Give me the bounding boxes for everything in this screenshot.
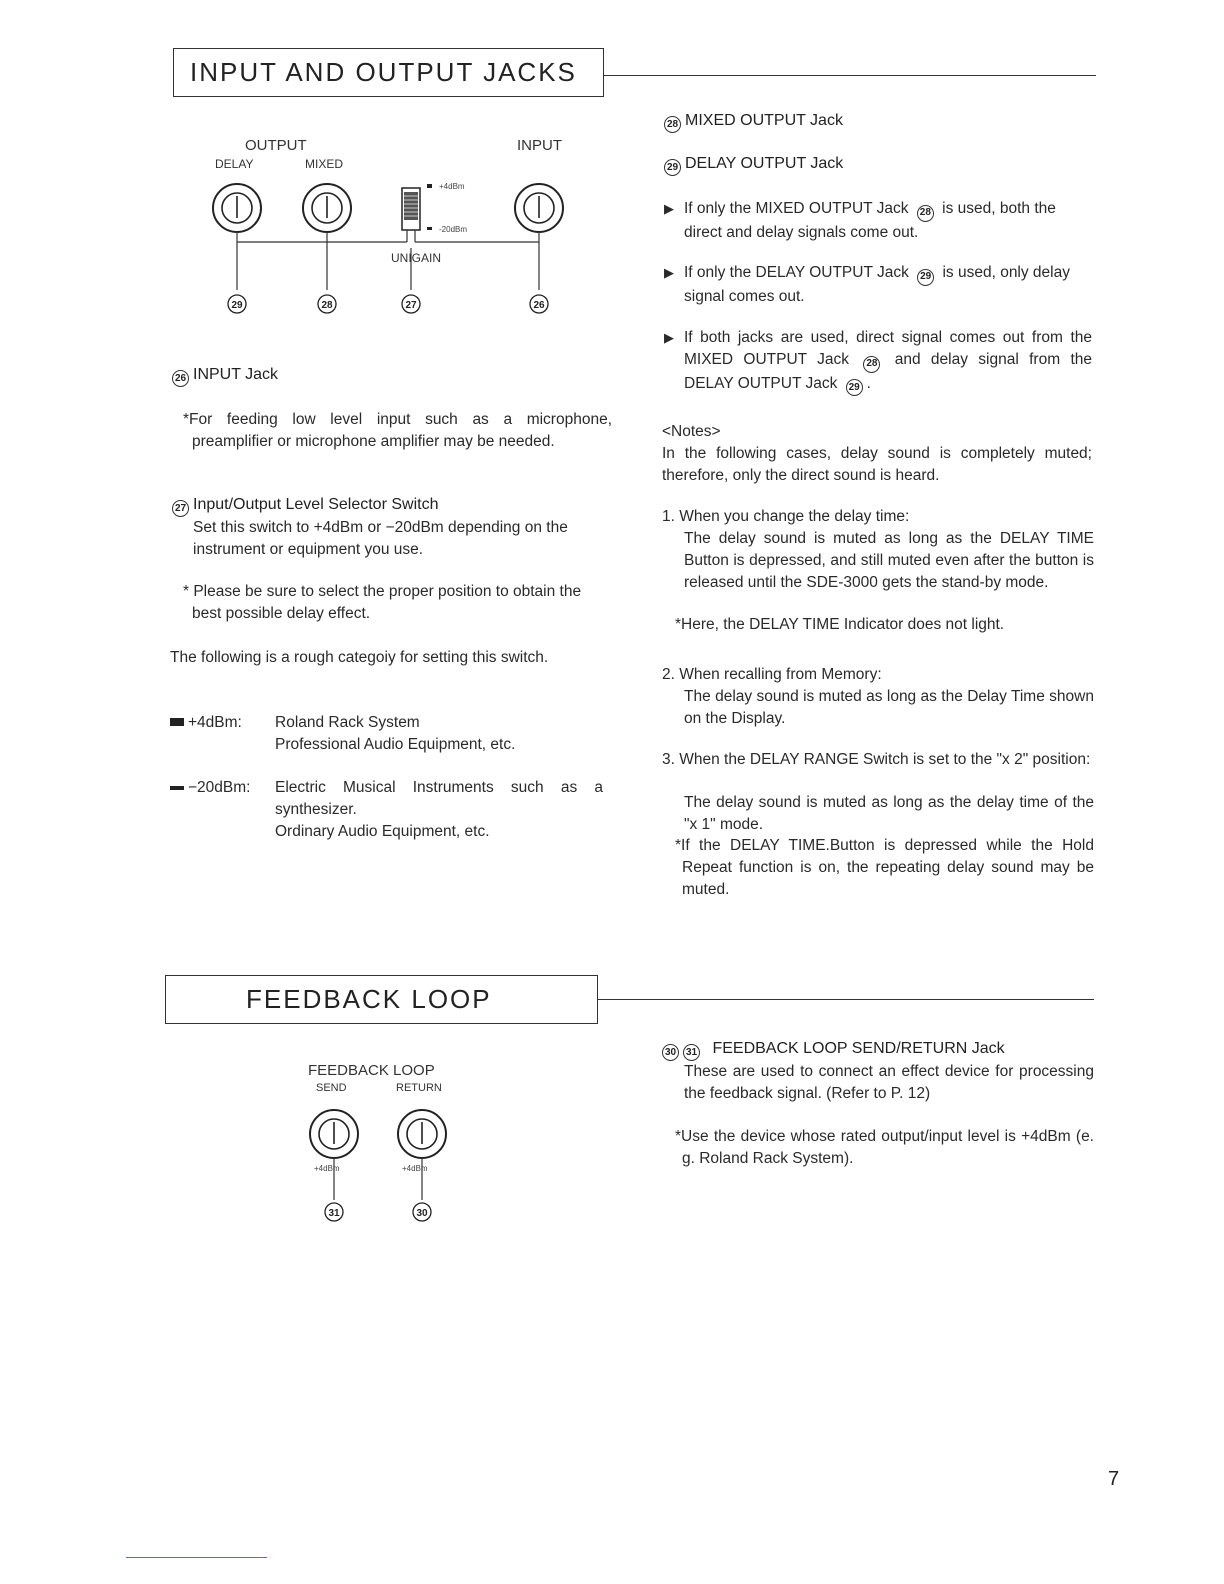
- callout-31-inline: 31: [683, 1044, 700, 1061]
- note-2-head: 2. When recalling from Memory:: [662, 666, 882, 683]
- callout-30: [413, 1203, 431, 1221]
- fb-send-label: SEND: [316, 1082, 347, 1094]
- bullet-1-pre: If only the MIXED OUTPUT Jack: [684, 200, 909, 217]
- cat2-line2: Ordinary Audio Equipment, etc.: [275, 823, 490, 840]
- svg-text:28: 28: [321, 300, 333, 311]
- callout-26-inline: 26: [172, 370, 189, 387]
- callout-31: [325, 1203, 343, 1221]
- feedback-heading: [662, 1040, 1005, 1061]
- fb-diagram-title: FEEDBACK LOOP: [308, 1062, 435, 1079]
- callout-29: [228, 295, 246, 313]
- level-selector-switch-icon: [402, 188, 420, 230]
- bullet-3: [664, 327, 1092, 396]
- callout-30-inline: 30: [662, 1044, 679, 1061]
- callout-28-inline: 28: [664, 116, 681, 133]
- bullet-1-callout: 28: [917, 205, 934, 222]
- input-jack-title: INPUT Jack: [193, 366, 279, 383]
- note-1-note: *Here, the DELAY TIME Indicator does not light.: [675, 616, 1005, 633]
- fb-send-level: +4dBm: [314, 1164, 340, 1173]
- selector-title: Input/Output Level Selector Switch: [193, 496, 439, 513]
- switch-up-icon: [170, 718, 184, 726]
- send-jack-icon: [310, 1110, 358, 1158]
- section-title-io: [173, 48, 604, 97]
- diagram-delay-label: DELAY: [215, 157, 254, 171]
- selector-heading: [172, 496, 438, 517]
- diagram-output-label: OUTPUT: [245, 137, 307, 154]
- feedback-title: FEEDBACK LOOP SEND/RETURN Jack: [712, 1040, 1005, 1057]
- callout-29-inline: 29: [664, 159, 681, 176]
- bullet-3-pre: If both jacks are used, direct signal comes out from the MIXED OUTPUT Jack: [684, 329, 1092, 368]
- bullet-3-callout-2: 29: [846, 379, 863, 396]
- callout-26: [530, 295, 548, 313]
- input-jack-icon: [515, 184, 563, 232]
- level-low-label: -20dBm: [439, 225, 468, 234]
- bullet-arrow-icon: ▶: [664, 201, 674, 216]
- note-3-note: *If the DELAY TIME.Button is depressed while the Hold Repeat function is on, the repeating delay sound may be muted.: [675, 837, 1094, 898]
- svg-text:30: 30: [416, 1208, 428, 1219]
- section-title-feedback-text: FEEDBACK LOOP: [246, 984, 492, 1014]
- return-jack-icon: [398, 1110, 446, 1158]
- callout-27-inline: 27: [172, 500, 189, 517]
- diagram-input-label: INPUT: [517, 137, 562, 154]
- svg-text:26: 26: [533, 300, 545, 311]
- cat1-line1: Roland Rack System: [275, 714, 420, 731]
- bullet-2: [664, 262, 1092, 308]
- delay-output-jack-icon: [213, 184, 261, 232]
- mixed-output-heading: [664, 112, 843, 133]
- callout-28: [318, 295, 336, 313]
- notes-heading: <Notes>: [662, 423, 721, 440]
- bullet-arrow-icon: ▶: [664, 265, 674, 280]
- cat1-line2: Professional Audio Equipment, etc.: [275, 736, 516, 753]
- note-3-head: 3. When the DELAY RANGE Switch is set to the "x 2" position:: [662, 751, 1091, 768]
- mixed-output-jack-icon: [303, 184, 351, 232]
- section-rule-feedback: [598, 999, 1094, 1000]
- bottom-blue-line: [126, 1557, 267, 1558]
- switch-down-icon: [170, 786, 184, 790]
- bullet-1: [664, 198, 1092, 244]
- note-1-head: 1. When you change the delay time:: [662, 508, 910, 525]
- section-title-feedback: [165, 975, 598, 1024]
- bullet-arrow-icon: ▶: [664, 330, 674, 345]
- section-title-io-text: INPUT AND OUTPUT JACKS: [190, 57, 577, 87]
- bullet-3-mid: and delay signal from the DELAY OUTPUT Jack: [684, 351, 1092, 392]
- cat2-line1: Electric Musical Instruments such as a synthesizer.: [275, 779, 603, 818]
- delay-output-heading: [664, 155, 843, 176]
- svg-text:27: 27: [405, 300, 417, 311]
- diagram-mixed-label: MIXED: [305, 157, 344, 171]
- note-2-body: The delay sound is muted as long as the Delay Time shown on the Display.: [684, 688, 1094, 727]
- cat2-level: −20dBm:: [188, 779, 251, 796]
- diagram-lines: [237, 230, 539, 290]
- category-row-2: [170, 777, 250, 799]
- mixed-output-title: MIXED OUTPUT Jack: [685, 112, 843, 129]
- fb-return-level: +4dBm: [402, 1164, 428, 1173]
- bullet-2-pre: If only the DELAY OUTPUT Jack: [684, 264, 909, 281]
- selector-note: * Please be sure to select the proper position to obtain the best possible delay effect.: [183, 583, 582, 622]
- bullet-2-callout: 29: [917, 269, 934, 286]
- note-3-body: The delay sound is muted as long as the delay time of the "x 1" mode.: [684, 794, 1094, 833]
- feedback-note: *Use the device whose rated output/input level is +4dBm (e. g. Roland Rack System).: [675, 1128, 1094, 1167]
- bullet-3-callout-1: 28: [863, 356, 880, 373]
- feedback-body: These are used to connect an effect device for processing the feedback signal. (Refer to P. 12): [684, 1063, 1094, 1102]
- bullet-1-post: is used, both the direct and delay signals come out.: [684, 200, 1056, 241]
- callout-27: [402, 295, 420, 313]
- cat1-level: +4dBm:: [188, 714, 242, 731]
- fb-return-label: RETURN: [396, 1082, 442, 1094]
- notes-intro: In the following cases, delay sound is completely muted; therefore, only the direct sound is heard.: [662, 445, 1092, 484]
- delay-output-title: DELAY OUTPUT Jack: [685, 155, 844, 172]
- svg-text:31: 31: [328, 1208, 340, 1219]
- unigain-label: UNIGAIN: [391, 251, 442, 265]
- bullet-3-end: .: [866, 374, 871, 392]
- section-rule-io: [604, 75, 1096, 76]
- selector-body: Set this switch to +4dBm or −20dBm depending on the instrument or equipment you use.: [193, 519, 568, 558]
- feedback-loop-diagram: [300, 1055, 470, 1230]
- category-intro: The following is a rough categoiy for setting this switch.: [170, 649, 549, 666]
- page-number: 7: [1108, 1468, 1120, 1490]
- io-jacks-diagram: [195, 130, 595, 330]
- input-jack-heading: [172, 366, 278, 387]
- input-jack-note: *For feeding low level input such as a microphone, preamplifier or microphone amplifier may be needed.: [183, 411, 612, 450]
- level-high-label: +4dBm: [439, 182, 465, 191]
- note-1-body: The delay sound is muted as long as the DELAY TIME Button is depressed, and still muted even after the button is released until the SDE-3000 gets the stand-by mode.: [684, 530, 1094, 591]
- svg-text:29: 29: [231, 300, 243, 311]
- bullet-2-post: is used, only delay signal comes out.: [684, 264, 1070, 305]
